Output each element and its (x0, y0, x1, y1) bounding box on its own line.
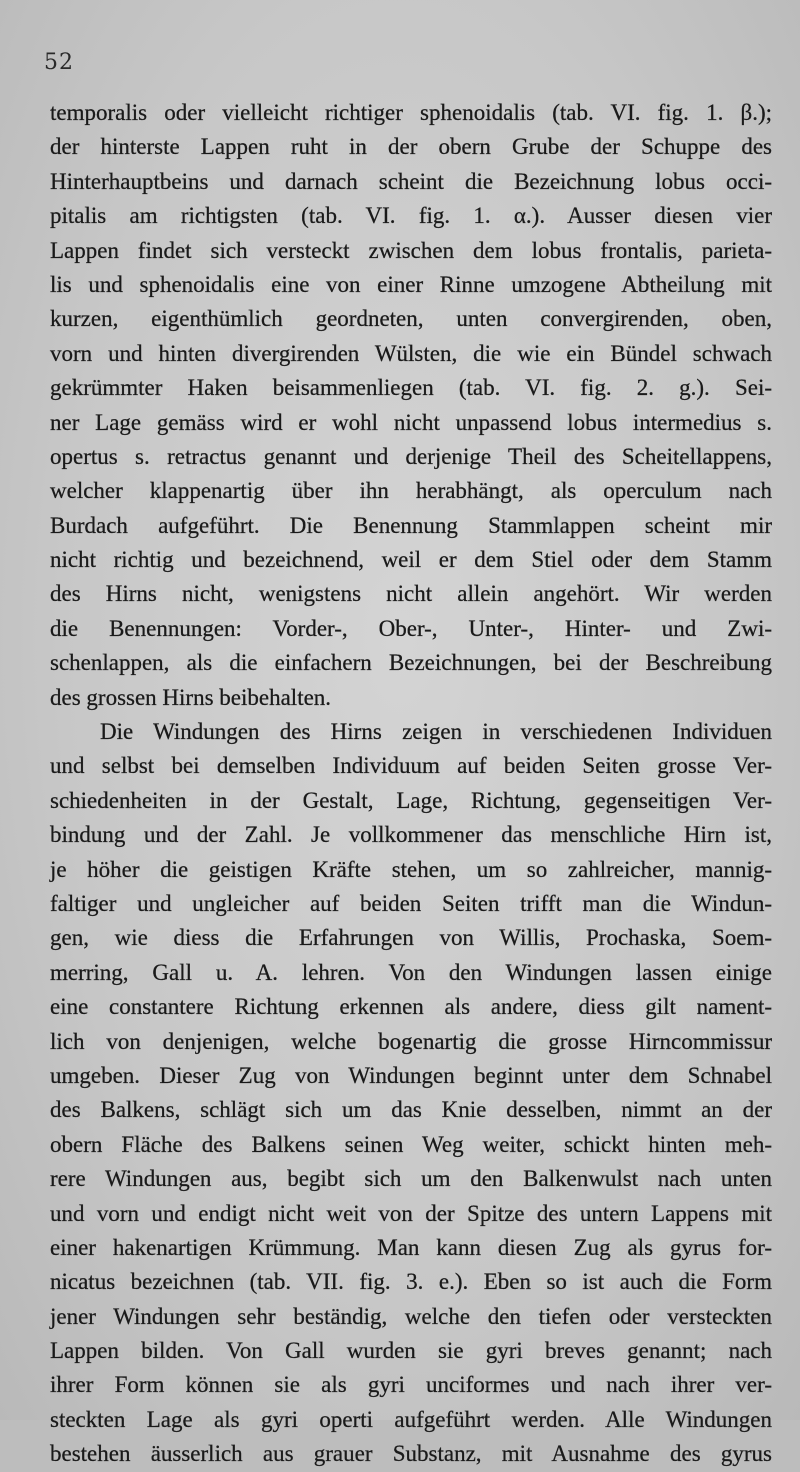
text-line: einer hakenartigen Krümmung. Man kann diesen Zug als gyrus for- (50, 1234, 772, 1260)
text-line: lich von denjenigen, welche bogenartig die grosse Hirncommissur (50, 1028, 772, 1054)
text-line: rere Windungen aus, begibt sich um den Balkenwulst nach unten (50, 1166, 772, 1192)
text-line: temporalis oder vielleicht richtiger sphenoidalis (tab. VI. fig. 1. β.); (50, 100, 772, 125)
text-line: und vorn und endigt nicht weit von der Spitze des untern Lappens mit (50, 1200, 772, 1226)
text-line: opertus s. retractus genannt und derjenige Theil des Scheitellappens, (50, 443, 772, 469)
text-line: Burdach aufgeführt. Die Benennung Stammlappen scheint mir (50, 512, 772, 538)
text-line: des Balkens, schlägt sich um das Knie desselben, nimmt an der (50, 1097, 772, 1123)
text-line: obern Fläche des Balkens seinen Weg weiter, schickt hinten meh- (50, 1131, 772, 1157)
text-line: Hinterhauptbeins und darnach scheint die Bezeichnung lobus occi- (50, 168, 772, 194)
text-line: ner Lage gemäss wird er wohl nicht unpassend lobus intermedius s. (50, 409, 772, 435)
text-line: steckten Lage als gyri operti aufgeführt werden. Alle Windungen (50, 1406, 772, 1432)
text-line: faltiger und ungleicher auf beiden Seiten trifft man die Windun- (50, 890, 772, 916)
text-line: des Hirns nicht, wenigstens nicht allein angehört. Wir werden (50, 581, 772, 607)
text-line: bestehen äusserlich aus grauer Substanz, mit Ausnahme des gyrus (50, 1441, 772, 1467)
text-line: der hinterste Lappen ruht in der obern Grube der Schuppe des (50, 134, 772, 160)
text-line: und selbst bei demselben Individuum auf beiden Seiten grosse Ver- (50, 753, 772, 779)
text-line: welcher klappenartig über ihn herabhängt, als operculum nach (50, 478, 772, 504)
text-line: Lappen findet sich versteckt zwischen dem lobus frontalis, parieta- (50, 237, 772, 263)
text-line: nicatus bezeichnen (tab. VII. fig. 3. e.). Eben so ist auch die Form (50, 1269, 772, 1295)
text-line: eine constantere Richtung erkennen als andere, diess gilt nament- (50, 994, 772, 1020)
text-line: lis und sphenoidalis eine von einer Rinne umzogene Abtheilung mit (50, 271, 772, 297)
text-line: des grossen Hirns beibehalten. (50, 684, 332, 710)
text-line: merring, Gall u. A. lehren. Von den Windungen lassen einige (50, 959, 772, 985)
text-line: jener Windungen sehr beständig, welche den tiefen oder versteckten (50, 1303, 772, 1329)
text-line: Lappen bilden. Von Gall wurden sie gyri breves genannt; nach (50, 1338, 772, 1364)
text-line: schenlappen, als die einfachern Bezeichnungen, bei der Beschreibung (50, 650, 772, 676)
body-text (50, 96, 772, 1472)
text-line: gen, wie diess die Erfahrungen von Willis, Prochaska, Soem- (50, 925, 772, 951)
text-line: pitalis am richtigsten (tab. VI. fig. 1. α.). Ausser diesen vier (50, 203, 772, 229)
text-line: bindung und der Zahl. Je vollkommener das menschliche Hirn ist, (50, 822, 772, 848)
text-line: Die Windungen des Hirns zeigen in verschiedenen Individuen (100, 719, 772, 745)
text-line: vorn und hinten divergirenden Wülsten, die wie ein Bündel schwach (50, 340, 772, 366)
text-line: je höher die geistigen Kräfte stehen, um so zahlreicher, mannig- (50, 856, 772, 882)
text-line: umgeben. Dieser Zug von Windungen beginnt unter dem Schnabel (50, 1062, 772, 1088)
text-line: kurzen, eigenthümlich geordneten, unten convergirenden, oben, (50, 306, 772, 332)
text-line: gekrümmter Haken beisammenliegen (tab. VI. fig. 2. g.). Sei- (50, 375, 772, 401)
text-line: nicht richtig und bezeichnend, weil er dem Stiel oder dem Stamm (50, 547, 772, 573)
text-line: die Benennungen: Vorder-, Ober-, Unter-, Hinter- und Zwi- (50, 615, 772, 641)
text-line: ihrer Form können sie als gyri unciformes und nach ihrer ver- (50, 1372, 772, 1398)
page-number: 52 (44, 50, 74, 75)
text-line: schiedenheiten in der Gestalt, Lage, Richtung, gegenseitigen Ver- (50, 787, 772, 813)
